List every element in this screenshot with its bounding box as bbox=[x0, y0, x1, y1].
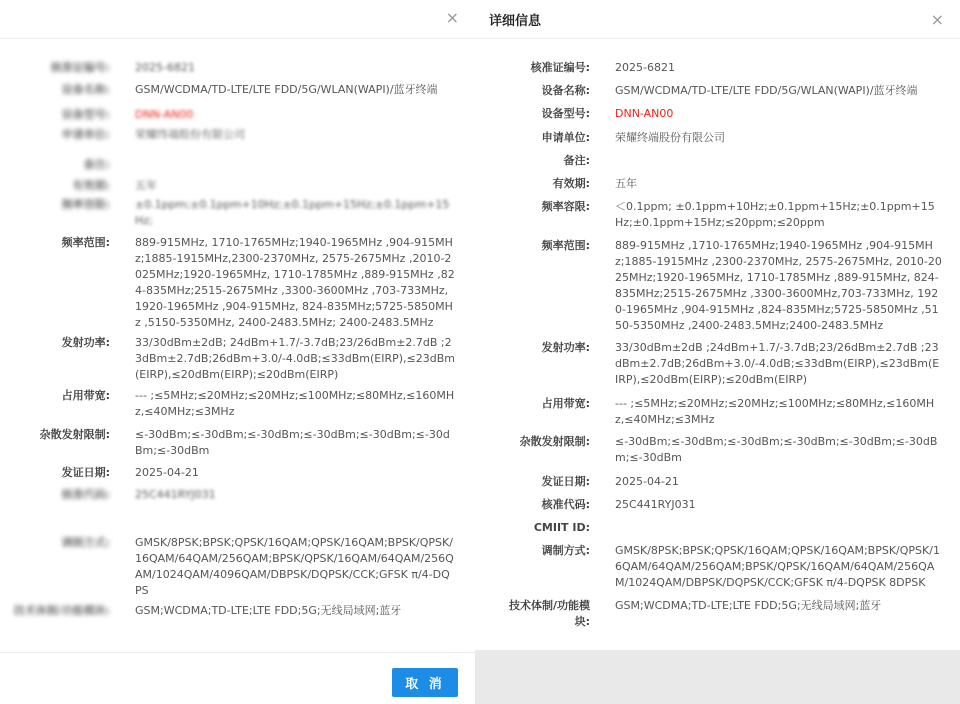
detail-label: 调制方式: bbox=[541, 544, 590, 557]
detail-value: GSM/WCDMA/TD-LTE/LTE FDD/5G/WLAN(WAPI)/蓝牙终端 bbox=[615, 84, 918, 97]
detail-value: 33/30dBm±2dB; 24dBm+1.7/-3.7dB;23/26dBm±2.7dB ;23dBm±2.7dB;26dBm+3.0/-4.0dB;≤33dBm(EIRP),≤23dBm(EIRP),≤20dBm(EIRP);≤20dBm(EIRP) bbox=[135, 336, 456, 381]
detail-value: GMSK/8PSK;BPSK;QPSK/16QAM;QPSK/16QAM;BPSK/QPSK/16QAM/64QAM/256QAM;BPSK/QPSK/16QAM/64QAM/256QAM/1024QAM/4096QAM/DBPSK/DQPSK/CCK;GFSK π/4-DQPS bbox=[135, 536, 454, 597]
detail-value: 2025-6821 bbox=[615, 61, 675, 74]
detail-label: 申请单位: bbox=[541, 131, 590, 144]
detail-label: 有效期: bbox=[552, 177, 590, 190]
detail-label: 发射功率: bbox=[61, 336, 110, 349]
detail-label: 发射功率: bbox=[541, 341, 590, 354]
detail-label: 核准证编号: bbox=[530, 61, 590, 74]
detail-label: 频率容限: bbox=[541, 200, 590, 213]
detail-value: 五年 bbox=[615, 177, 637, 190]
detail-value: 2025-04-21 bbox=[135, 466, 199, 479]
detail-value: ＜0.1ppm; ±0.1ppm+10Hz;±0.1ppm+15Hz;±0.1ppm+15Hz;±0.1ppm+15Hz;≤20ppm;≤20ppm bbox=[615, 200, 935, 229]
detail-label: 设备名称: bbox=[541, 84, 590, 97]
detail-label: 频率范围: bbox=[541, 239, 590, 252]
detail-value: ≤-30dBm;≤-30dBm;≤-30dBm;≤-30dBm;≤-30dBm;≤-30dBm;≤-30dBm bbox=[135, 428, 450, 457]
detail-label: 占用带宽: bbox=[61, 389, 110, 402]
detail-label: 核准代码: bbox=[541, 498, 590, 511]
header-divider bbox=[475, 38, 960, 39]
detail-value: 2025-6821 bbox=[135, 61, 195, 74]
detail-value: GSM;WCDMA;TD-LTE;LTE FDD;5G;无线局域网;蓝牙 bbox=[615, 599, 882, 612]
detail-label: 设备名称: bbox=[61, 83, 110, 96]
detail-value: 889-915MHz, 1710-1765MHz;1940-1965MHz ,904-915MHz;1885-1915MHz,2300-2370MHz, 2575-2675MHz ,2010-2025MHz;1920-1965MHz, 1710-1785MHz ,889-915MHz ,824-835MHz;2515-2675MHz ,3300-3600MHz ,703-733MHz, 1920-1965MHz ,904-915MHz, 824-835MHz;5725-5850MHz ,5150-5350MHz, 2400-2483.5MHz; 2400-2483.5MHz bbox=[135, 236, 455, 329]
detail-value: --- ;≤5MHz;≤20MHz;≤20MHz;≤100MHz;≤80MHz,≤160MHz,≤40MHz;≤3MHz bbox=[135, 389, 455, 418]
detail-label: 有效期: bbox=[72, 179, 110, 192]
detail-value: ±0.1ppm;±0.1ppm+10Hz;±0.1ppm+15Hz;±0.1ppm+15Hz; bbox=[135, 198, 450, 227]
detail-label: 核准证编号: bbox=[50, 61, 110, 74]
detail-value: 五年 bbox=[135, 179, 157, 192]
left-dialog bbox=[0, 0, 475, 704]
detail-value: 25C441RYJ031 bbox=[135, 488, 216, 501]
detail-value: ≤-30dBm;≤-30dBm;≤-30dBm;≤-30dBm;≤-30dBm;≤-30dBm;≤-30dBm bbox=[615, 435, 938, 464]
detail-label: 申请单位: bbox=[61, 128, 110, 141]
dialog-title: 详细信息 bbox=[489, 14, 542, 29]
detail-label: 技术体制/功能模块: bbox=[13, 604, 110, 617]
detail-label: 技术体制/功能模 块: bbox=[508, 599, 590, 628]
detail-label: 发证日期: bbox=[61, 466, 110, 479]
detail-label: 占用带宽: bbox=[541, 397, 590, 410]
detail-value: GMSK/8PSK;BPSK;QPSK/16QAM;QPSK/16QAM;BPSK/QPSK/16QAM/64QAM/256QAM;BPSK/QPSK/16QAM/64QAM/256QAM/1024QAM/DBPSK/DQPSK/CCK;GFSK π/4-DQPSK 8DPSK bbox=[615, 544, 940, 589]
header-divider bbox=[0, 38, 475, 39]
detail-label: 核准代码: bbox=[61, 488, 110, 501]
detail-label: 设备型号: bbox=[61, 108, 110, 121]
detail-value: 25C441RYJ031 bbox=[615, 498, 696, 511]
detail-label: CMIIT ID: bbox=[533, 521, 590, 534]
detail-label: 调制方式: bbox=[61, 536, 110, 549]
detail-label: 设备型号: bbox=[541, 107, 590, 120]
detail-label: 备注: bbox=[563, 154, 590, 167]
detail-label: 频率范围: bbox=[61, 236, 110, 249]
detail-label: 杂散发射限制: bbox=[519, 435, 590, 448]
footer-divider bbox=[0, 652, 475, 653]
detail-value: 荣耀终端股份有限公司 bbox=[615, 131, 725, 144]
close-icon[interactable]: × bbox=[445, 8, 459, 27]
detail-value: --- ;≤5MHz;≤20MHz;≤20MHz;≤100MHz;≤80MHz,≤160MHz,≤40MHz;≤3MHz bbox=[615, 397, 935, 426]
detail-value: DNN-AN00 bbox=[135, 108, 194, 121]
cancel-button[interactable]: 取 消 bbox=[392, 668, 458, 697]
detail-value: 33/30dBm±2dB ;24dBm+1.7/-3.7dB;23/26dBm±2.7dB ;23dBm±2.7dB;26dBm+3.0/-4.0dB;≤33dBm(EIRP),≤23dBm(EIRP),≤20dBm(EIRP);≤20dBm(EIRP) bbox=[615, 341, 940, 386]
detail-label: 频率容限: bbox=[61, 198, 110, 211]
detail-value: 889-915MHz ,1710-1765MHz;1940-1965MHz ,904-915MHz;1885-1915MHz ,2300-2370MHz, 2575-2675MHz, 2010-2025MHz;1920-1965MHz, 1710-1785MHz ,889-915MHz, 824-835MHz;2515-2675MHz ,3300-3600MHz,703-733MHz, 1920-1965MHz ,904-915MHz ,824-835MHz;5725-5850MHz ,5150-5350MHz ,2400-2483.5MHz;2400-2483.5MHz bbox=[615, 239, 942, 332]
detail-value: DNN-AN00 bbox=[615, 107, 674, 120]
detail-label: 备注: bbox=[83, 158, 110, 171]
detail-value: 2025-04-21 bbox=[615, 475, 679, 488]
detail-value: 荣耀终端股份有限公司 bbox=[135, 128, 245, 141]
right-dialog bbox=[475, 0, 960, 650]
detail-value: GSM;WCDMA;TD-LTE;LTE FDD;5G;无线局域网;蓝牙 bbox=[135, 604, 402, 617]
detail-value: GSM/WCDMA/TD-LTE/LTE FDD/5G/WLAN(WAPI)/蓝牙终端 bbox=[135, 83, 438, 96]
detail-label: 杂散发射限制: bbox=[39, 428, 110, 441]
detail-label: 发证日期: bbox=[541, 475, 590, 488]
close-icon[interactable]: × bbox=[930, 10, 944, 29]
